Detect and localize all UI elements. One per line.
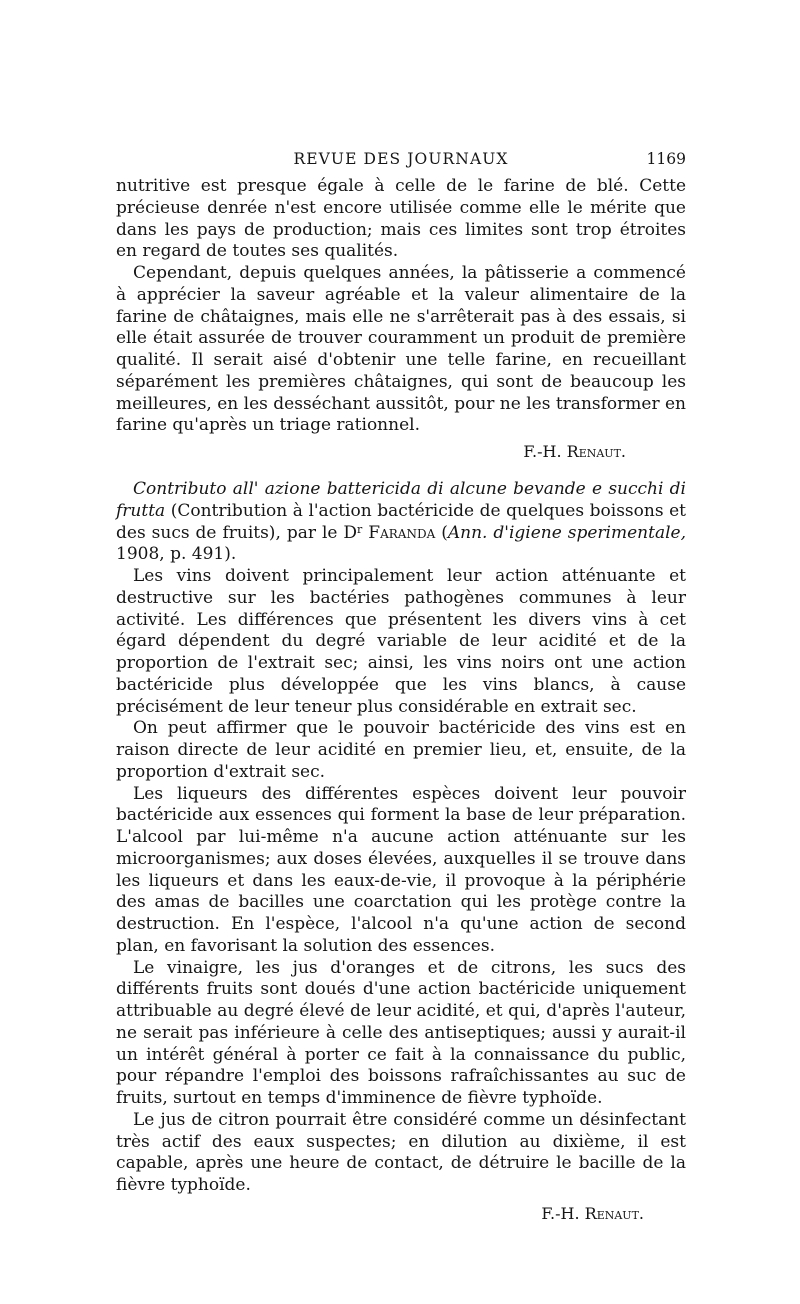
- article1-signature: [116, 441, 686, 463]
- article1-paragraph-2: Cependant, depuis quelques années, la pâtisserie a commencé à apprécier la saveur agréable et la valeur alimentaire de la farine de châtaignes, mais elle ne s'arrêterait pas à des essais, si elle était assurée de trouver couramment un produit de première qualité. Il serait aisé d'obtenir une telle farine, en recueillant séparément les premières châtaignes, qui sont de beaucoup les meilleures, en les desséchant aussitôt, pour ne les transformer en farine qu'après un triage rationnel.: [116, 263, 686, 436]
- article2-paragraph-3: Les liqueurs des différentes espèces doivent leur pouvoir bactéricide aux essences qui forment la base de leur préparation. L'alcool par lui-même n'a aucune action atténuante sur les microorganismes; aux doses élevées, auxquelles il se trouve dans les liqueurs et dans les eaux-de-vie, il provoque à la périphérie des amas de bacilles une coarctation qui les protège contre la destruction. En l'espèce, l'alcool n'a qu'une action de second plan, en favorisant la solution des essences.: [116, 783, 686, 956]
- article2-signature: [116, 1203, 686, 1225]
- signature-initials: F.-H.: [523, 442, 562, 461]
- signature-name: Renaut.: [584, 1203, 644, 1223]
- signature-initials: F.-H.: [541, 1203, 580, 1223]
- article2-paragraph-4: Le vinaigre, les jus d'oranges et de citrons, les sucs des différents fruits sont doués d'une action bactéricide uniquement attribuable au degré élevé de leur acidité, et qui, d'après l'auteur, ne serait pas inférieure à celle des antiseptiques; aussi y aurait-il un intérêt général à porter ce fait à la connaissance du public, pour répandre l'emploi des boissons rafraîchissantes au suc de fruits, surtout en temps d'imminence de fièvre typhoïde.: [116, 957, 686, 1108]
- article2-paragraph-2: On peut affirmer que le pouvoir bactéricide des vins est en raison directe de leur acidité en premier lieu, et, ensuite, de la proportion d'extrait sec.: [116, 718, 686, 782]
- journal-section-title: REVUE DES JOURNAUX: [293, 150, 509, 168]
- journal-open: (: [435, 522, 448, 543]
- article2-title: Contributo all' azione battericida di alcune bevande e succhi di frutta: [116, 479, 686, 521]
- page-number: 1169: [646, 150, 686, 168]
- journal-citation: 1908, p. 491).: [116, 544, 237, 565]
- article2-reference: [116, 479, 686, 566]
- article1-paragraph-1: nutritive est presque égale à celle de le farine de blé. Cette précieuse denrée n'est encore utilisée comme elle le mérite que dans les pays de production; mais ces limites sont trop étroites en regard de toutes ses qualités.: [116, 176, 686, 262]
- article2-translation: (Contribution à l'action bactéricide de quelques boissons et des sucs de fruits), par le D: [116, 500, 686, 543]
- article2-author: Faranda: [368, 522, 436, 543]
- article2-paragraph-1: Les vins doivent principalement leur action atténuante et destructive sur les bactéries pathogènes communes à leur activité. Les différences que présentent les divers vins à cet égard dépendent du degré variable de leur acidité et de la proportion de l'extrait sec; ainsi, les vins noirs ont une action bactéricide plus développée que les vins blancs, à cause précisément de leur teneur plus considérable en extrait sec.: [116, 566, 686, 717]
- article2-paragraph-5: Le jus de citron pourrait être considéré comme un désinfectant très actif des eaux suspectes; en dilution au dixième, il est capable, après une heure de contact, de détruire le bacille de la fièvre typhoïde.: [116, 1109, 686, 1195]
- document-page: [116, 150, 686, 1225]
- signature-name: Renaut.: [566, 442, 626, 461]
- journal-name: Ann. d'igiene sperimentale,: [447, 522, 686, 543]
- running-header: [116, 150, 686, 176]
- section-gap: [116, 463, 686, 479]
- author-title-sup: r: [357, 522, 363, 536]
